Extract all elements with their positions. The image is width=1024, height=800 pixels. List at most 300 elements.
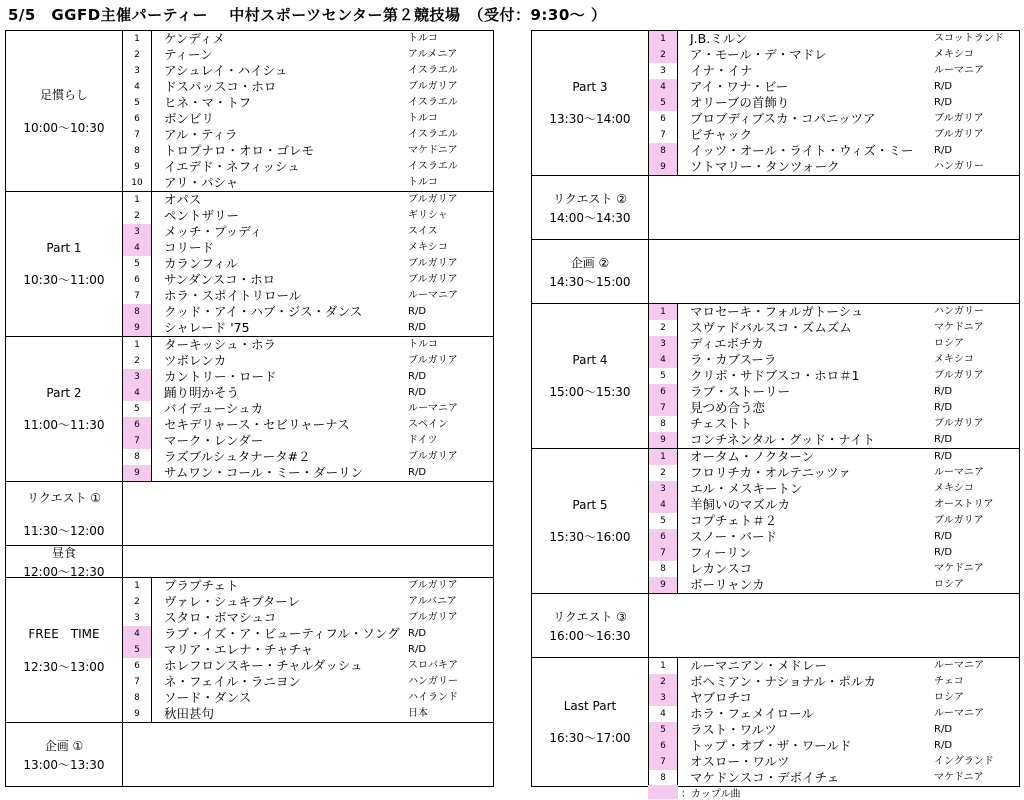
dance-row (123, 111, 493, 127)
dance-country: メキシコ (408, 242, 448, 253)
dance-number: 8 (649, 143, 678, 159)
schedule-section-kikaku1 (6, 723, 494, 787)
dance-name: カランフィル (164, 256, 239, 271)
dance-number: 3 (123, 610, 152, 626)
dance-row (649, 529, 1019, 545)
section-time: 13:00～13:30 (23, 757, 105, 772)
dance-row (123, 320, 493, 336)
dance-number: 5 (649, 95, 678, 111)
dance-list (649, 658, 1020, 786)
dance-name: ア・モール・デ・マドレ (690, 47, 827, 62)
dance-number: 1 (123, 337, 152, 353)
section-label (532, 594, 649, 657)
dance-row (649, 465, 1019, 481)
dance-row (649, 159, 1019, 175)
dance-name: オパス (164, 192, 202, 207)
dance-row (123, 626, 493, 642)
dance-number: 5 (649, 722, 678, 738)
dance-row (649, 545, 1019, 561)
dance-name: 見つめ合う恋 (690, 400, 766, 415)
dance-number: 7 (123, 127, 152, 143)
schedule-section-lunch (6, 546, 494, 578)
dance-row (649, 384, 1019, 400)
section-label (6, 337, 123, 481)
dance-name: ターキッシュ・ホラ (164, 337, 277, 352)
dance-number: 3 (649, 690, 678, 706)
couple-dance-swatch (648, 785, 678, 799)
schedule-section-part4 (532, 304, 1020, 449)
dance-country: 日本 (408, 708, 428, 719)
dance-name: トロプナロ・オロ・ゴレモ (164, 143, 315, 158)
dance-name: クリボ・サドブスコ・ホロ＃1 (690, 368, 860, 383)
dance-name: 秋田甚句 (164, 706, 215, 721)
section-empty-area (123, 546, 494, 577)
dance-row (123, 401, 493, 417)
dance-country: ブルガリア (408, 258, 458, 269)
section-time: 12:30～13:00 (23, 660, 105, 674)
dance-number: 7 (123, 433, 152, 449)
dance-country: R/D (934, 547, 953, 558)
dance-number: 10 (123, 175, 152, 191)
legend (648, 785, 741, 799)
section-name: FREE TIME (28, 627, 100, 641)
dance-number: 7 (649, 400, 678, 416)
dance-row (649, 658, 1019, 674)
dance-number: 9 (123, 159, 152, 175)
dance-row (123, 594, 493, 610)
dance-country: マケドニア (934, 563, 984, 574)
dance-number: 6 (123, 272, 152, 288)
dance-row (649, 47, 1019, 63)
schedule-section-part1 (6, 192, 494, 337)
dance-name: コプチェト＃２ (690, 513, 778, 528)
section-time: 10:30～11:00 (23, 272, 105, 287)
dance-row (123, 674, 493, 690)
dance-number: 6 (123, 417, 152, 433)
dance-country: マケドニア (934, 772, 984, 783)
section-name: リクエスト ② (552, 191, 628, 206)
dance-name: スノー・バード (690, 529, 778, 544)
dance-country: ハンガリー (408, 676, 458, 687)
dance-row (123, 208, 493, 224)
dance-row (123, 465, 493, 481)
dance-number: 2 (123, 208, 152, 224)
schedule-section-request2 (532, 176, 1020, 240)
dance-number: 1 (649, 449, 678, 465)
dance-name: ブロブディブスカ・コパニッツア (690, 111, 876, 126)
dance-country: ブルガリア (408, 580, 458, 591)
dance-country: R/D (408, 387, 427, 398)
dance-country: オーストリア (934, 499, 994, 510)
dance-row (649, 352, 1019, 368)
dance-name: シャレード '75 (164, 320, 250, 335)
dance-country: アルバニア (408, 596, 457, 607)
dance-number: 1 (123, 31, 152, 47)
dance-number: 3 (649, 336, 678, 352)
dance-number: 4 (123, 240, 152, 256)
dance-row (123, 578, 493, 594)
dance-name: イナ・イナ (690, 63, 753, 78)
dance-name: トップ・オブ・ザ・ワールド (690, 738, 852, 753)
section-time: 15:30～16:00 (549, 529, 631, 544)
dance-country: R/D (408, 628, 427, 639)
dance-number: 4 (649, 497, 678, 513)
dance-country: メキシコ (934, 483, 974, 494)
section-label (532, 304, 649, 448)
section-label (6, 31, 123, 191)
section-label (6, 192, 123, 336)
dance-country: ルーマニア (934, 660, 984, 671)
dance-number: 6 (123, 658, 152, 674)
dance-number: 2 (123, 594, 152, 610)
dance-number: 1 (649, 658, 678, 674)
dance-number: 7 (123, 674, 152, 690)
dance-country: メキシコ (934, 354, 974, 365)
dance-number: 5 (123, 401, 152, 417)
dance-number: 1 (649, 304, 678, 320)
dance-country: イスラエル (408, 65, 458, 76)
dance-country: ブルガリア (934, 515, 984, 526)
dance-country: ブルガリア (934, 418, 984, 429)
dance-number: 9 (649, 577, 678, 593)
section-label (532, 240, 649, 303)
dance-number: 4 (123, 626, 152, 642)
dance-country: ブルガリア (408, 81, 458, 92)
section-name: Part 5 (572, 497, 608, 512)
dance-name: ホラ・スポイトリロール (164, 288, 302, 303)
dance-country: ルーマニア (934, 708, 984, 719)
section-name: 昼食 (51, 545, 76, 560)
dance-number: 5 (649, 368, 678, 384)
dance-number: 6 (649, 384, 678, 400)
dance-country: R/D (934, 531, 953, 542)
dance-name: ラ・カブスーラ (690, 352, 777, 367)
dance-country: R/D (934, 97, 953, 108)
dance-row (649, 368, 1019, 384)
dance-number: 8 (649, 770, 678, 786)
dance-number: 1 (649, 31, 678, 47)
dance-row (123, 143, 493, 159)
dance-number: 8 (123, 143, 152, 159)
dance-number: 8 (649, 561, 678, 577)
dance-country: R/D (934, 740, 953, 751)
dance-name: ソード・ダンス (164, 690, 252, 705)
section-label (532, 176, 649, 239)
dance-name: アル・ティラ (164, 127, 238, 142)
dance-number: 4 (649, 79, 678, 95)
dance-name: フィーリン (690, 545, 752, 560)
dance-country: マケドニア (408, 145, 458, 156)
dance-row (123, 127, 493, 143)
dance-row (123, 610, 493, 626)
dance-country: スペイン (408, 419, 448, 430)
dance-name: サムワン・コール・ミー・ダーリン (164, 465, 364, 480)
dance-country: トルコ (408, 339, 438, 350)
dance-row (123, 433, 493, 449)
dance-name: ティーン (164, 47, 213, 62)
dance-country: ハイランド (408, 692, 458, 703)
dance-number: 6 (123, 111, 152, 127)
dance-country: R/D (408, 371, 427, 382)
dance-country: R/D (934, 451, 953, 462)
dance-row (123, 224, 493, 240)
section-time: 11:30～12:00 (23, 523, 105, 538)
dance-row (123, 417, 493, 433)
dance-country: イスラエル (408, 129, 458, 140)
dance-country: R/D (408, 467, 427, 478)
dance-number: 3 (649, 481, 678, 497)
dance-name: ラブ・イズ・ア・ビューティフル・ソング (164, 626, 400, 641)
dance-list (123, 31, 494, 191)
dance-list (649, 304, 1020, 448)
schedule-section-request1 (6, 482, 494, 546)
dance-name: アシュレイ・ハイシュ (164, 63, 288, 78)
dance-row (649, 738, 1019, 754)
dance-name: アリ・パシャ (164, 175, 239, 190)
dance-number: 9 (123, 465, 152, 481)
dance-name: メッチ・プッディ (164, 224, 263, 239)
dance-name: アイ・ワナ・ビー (690, 79, 789, 94)
dance-name: フロリチカ・オルテニッツァ (690, 465, 851, 480)
dance-country: ブルガリア (934, 113, 984, 124)
dance-row (649, 481, 1019, 497)
dance-name: ホレフロンスキー・チャルダッシュ (164, 658, 363, 673)
dance-row (123, 658, 493, 674)
dance-name: ツボレンカ (164, 353, 227, 368)
dance-row (123, 385, 493, 401)
dance-name: ペントザリー (164, 208, 240, 223)
dance-name: J.B.ミルン (690, 31, 748, 46)
dance-name: オータム・ノクターン (690, 449, 815, 464)
dance-name: ルーマニアン・メドレー (690, 658, 828, 673)
schedule-section-part2 (6, 337, 494, 482)
dance-number: 7 (649, 545, 678, 561)
dance-number: 1 (123, 578, 152, 594)
dance-name: イッツ・オール・ライト・ウィズ・ミー (690, 143, 914, 158)
dance-row (649, 111, 1019, 127)
dance-row (123, 63, 493, 79)
dance-list (649, 449, 1020, 593)
dance-name: ネ・フェイル・ラニヨン (164, 674, 301, 689)
section-label (6, 578, 123, 722)
page-title: 5/5 GGFD主催パーティー 中村スポーツセンター第２競技場 （受付：9:30～ ） (8, 6, 607, 24)
dance-number: 2 (649, 674, 678, 690)
dance-name: マロセーキ・フォルガトーシュ (690, 304, 864, 319)
dance-country: イスラエル (408, 97, 458, 108)
dance-number: 9 (123, 320, 152, 336)
dance-country: ブルガリア (408, 451, 458, 462)
dance-name: オリーブの首飾り (690, 95, 790, 110)
section-name: Part 1 (46, 240, 82, 255)
dance-number: 2 (649, 47, 678, 63)
section-time: 12:00～12:30 (23, 564, 105, 579)
dance-number: 5 (123, 642, 152, 658)
dance-row (123, 272, 493, 288)
section-name: Part 2 (46, 385, 82, 400)
dance-number: 5 (123, 256, 152, 272)
section-time: 15:00～15:30 (549, 384, 631, 399)
dance-name: ラズブルシュタナータ#２ (164, 449, 311, 464)
dance-list (123, 192, 494, 336)
dance-list (649, 31, 1020, 175)
dance-number: 7 (649, 754, 678, 770)
dance-name: カントリー・ロード (164, 369, 277, 384)
dance-country: R/D (934, 81, 953, 92)
dance-country: スロバキア (408, 660, 458, 671)
section-label (532, 658, 649, 786)
dance-country: イスラエル (408, 161, 458, 172)
dance-row (123, 449, 493, 465)
dance-row (649, 31, 1019, 47)
section-name: 企画 ② (570, 255, 610, 270)
dance-row (649, 497, 1019, 513)
section-label (6, 723, 123, 786)
dance-name: ボヘミアン・ナショナル・ポルカ (690, 674, 876, 689)
dance-name: サンダンスコ・ホロ (164, 272, 276, 287)
dance-name: オスロー・ワルツ (690, 754, 790, 769)
dance-name: マーク・レンダー (164, 433, 264, 448)
dance-name: ホラ・フェメイロール (690, 706, 814, 721)
dance-name: ディエボチカ (690, 336, 764, 351)
dance-number: 9 (649, 432, 678, 448)
dance-country: R/D (934, 434, 953, 445)
dance-country: メキシコ (934, 49, 974, 60)
dance-row (649, 513, 1019, 529)
dance-country: ブルガリア (408, 194, 458, 205)
dance-row (123, 690, 493, 706)
schedule-section-request3 (532, 594, 1020, 658)
dance-number: 1 (123, 192, 152, 208)
dance-country: マケドニア (934, 322, 984, 333)
dance-country: ブルガリア (934, 370, 984, 381)
dance-country: イングランド (934, 756, 994, 767)
dance-row (649, 432, 1019, 448)
dance-row (649, 706, 1019, 722)
dance-name: マケドンスコ・デボイチェ (690, 770, 840, 785)
dance-row (649, 127, 1019, 143)
dance-name: ヒネ・マ・トフ (164, 95, 252, 110)
dance-name: ヴァレ・シュキプターレ (164, 594, 301, 609)
dance-name: 踊り明かそう (164, 385, 240, 400)
dance-number: 2 (649, 465, 678, 481)
dance-row (123, 47, 493, 63)
legend-label: ：カップル曲 (681, 788, 741, 800)
dance-country: R/D (934, 402, 953, 413)
schedule-section-ashinarashi (6, 31, 494, 192)
dance-row (123, 95, 493, 111)
dance-number: 8 (123, 449, 152, 465)
dance-row (123, 304, 493, 320)
dance-number: 7 (123, 288, 152, 304)
dance-list (123, 337, 494, 481)
dance-name: ブラプチェト (164, 578, 239, 593)
dance-country: ギリシャ (408, 210, 448, 221)
dance-row (123, 31, 493, 47)
dance-country: ルーマニア (934, 65, 984, 76)
dance-name: バイデューシュカ (164, 401, 264, 416)
dance-number: 3 (123, 224, 152, 240)
dance-number: 9 (123, 706, 152, 722)
dance-name: チェストト (690, 416, 753, 431)
dance-number: 3 (649, 63, 678, 79)
dance-name: ケンディメ (164, 31, 225, 46)
dance-number: 4 (123, 79, 152, 95)
dance-name: 羊飼いのマズルカ (690, 497, 791, 512)
dance-number: 6 (649, 529, 678, 545)
dance-country: R/D (934, 386, 953, 397)
dance-name: スヴァドバルスコ・ズムズム (690, 320, 852, 335)
schedule-section-freetime (6, 578, 494, 723)
dance-row (649, 416, 1019, 432)
dance-number: 5 (649, 513, 678, 529)
schedule-section-kikaku2 (532, 240, 1020, 304)
dance-number: 2 (123, 47, 152, 63)
dance-number: 2 (649, 320, 678, 336)
dance-name: スタロ・ボマシュコ (164, 610, 277, 625)
section-time: 14:30～15:00 (549, 274, 631, 289)
right-schedule-table (531, 30, 1020, 787)
section-name: Part 3 (572, 79, 608, 94)
dance-name: コンチネンタル・グッド・ナイト (690, 432, 876, 447)
dance-name: ヤブロチコ (690, 690, 753, 705)
dance-country: ルーマニア (408, 403, 458, 414)
section-empty-area (649, 594, 1020, 657)
schedule-section-lastpart (532, 658, 1020, 787)
dance-number: 2 (123, 353, 152, 369)
dance-country: トルコ (408, 113, 438, 124)
dance-country: R/D (408, 644, 427, 655)
dance-row (123, 79, 493, 95)
dance-name: ラスト・ワルツ (690, 722, 777, 737)
dance-country: チェコ (934, 676, 964, 687)
dance-number: 8 (123, 304, 152, 320)
section-time: 16:00～16:30 (549, 628, 631, 643)
section-label (532, 449, 649, 593)
dance-country: トルコ (408, 33, 438, 44)
dance-row (649, 63, 1019, 79)
section-time: 13:30～14:00 (549, 111, 631, 126)
dance-row (649, 754, 1019, 770)
dance-row (649, 304, 1019, 320)
dance-number: 6 (649, 738, 678, 754)
dance-number: 6 (649, 111, 678, 127)
dance-country: R/D (408, 306, 427, 317)
section-label (532, 31, 649, 175)
dance-country: ブルガリア (408, 355, 458, 366)
dance-row (123, 288, 493, 304)
dance-name: マリア・エレナ・チャチャ (164, 642, 314, 657)
dance-number: 8 (123, 690, 152, 706)
section-empty-area (123, 482, 494, 545)
dance-row (649, 561, 1019, 577)
dance-country: R/D (408, 322, 427, 333)
dance-number: 4 (649, 352, 678, 368)
dance-name: セキデリャース・セビリャーナス (164, 417, 350, 432)
dance-number: 3 (123, 63, 152, 79)
dance-country: R/D (934, 145, 953, 156)
dance-name: コリード (164, 240, 215, 255)
dance-row (123, 159, 493, 175)
dance-row (123, 175, 493, 191)
dance-row (649, 674, 1019, 690)
dance-row (649, 79, 1019, 95)
dance-number: 4 (649, 706, 678, 722)
dance-row (649, 320, 1019, 336)
section-empty-area (649, 176, 1020, 239)
dance-country: ロシア (934, 338, 964, 349)
dance-row (123, 240, 493, 256)
section-time: 10:00～10:30 (23, 121, 105, 135)
